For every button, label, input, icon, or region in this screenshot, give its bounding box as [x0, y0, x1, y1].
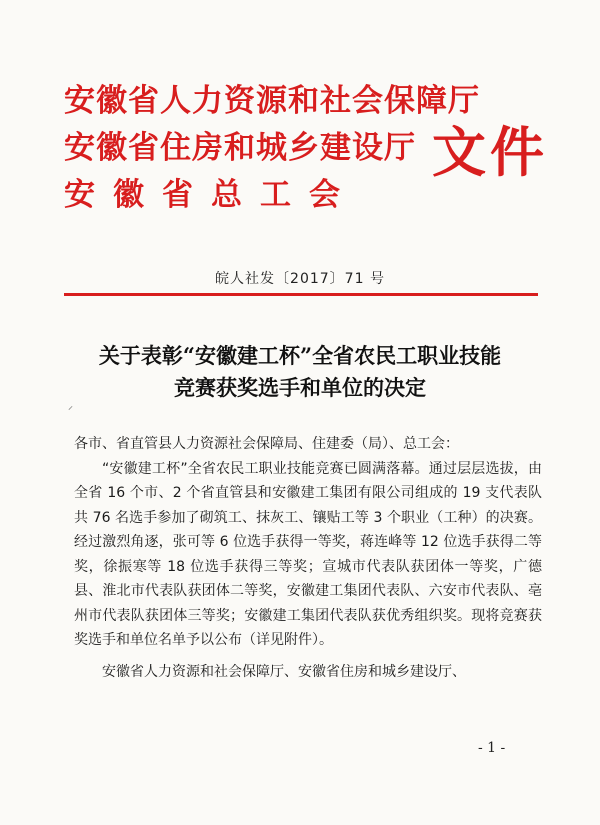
document-title — [0, 340, 600, 404]
salutation: 各市、省直管县人力资源社会保障局、住建委（局）、总工会： — [74, 436, 459, 452]
stray-pen-mark: ⸝ — [68, 401, 73, 412]
issuer-housing: 安徽省住房和城乡建设厅 — [64, 130, 416, 166]
title-line-2: 竞赛获奖选手和单位的决定 — [174, 375, 426, 400]
issuer-trade-union: 安徽省总工会 — [64, 177, 358, 213]
red-header-rule — [64, 293, 538, 296]
issuing-authorities — [64, 78, 480, 219]
issuer-hrss: 安徽省人力资源和社会保障厅 — [64, 83, 480, 119]
body-paragraph-2: 安徽省人力资源和社会保障厅、安徽省住房和城乡建设厅、 — [102, 663, 466, 680]
title-line-1: 关于表彰“安徽建工杯”全省农民工职业技能 — [98, 343, 502, 368]
body-paragraph-1: “安徽建工杯”全省农民工职业技能竞赛已圆满落幕。通过层层选拔，由全省 16 个市、2 个省直管县和安徽建工集团有限公司组成的 19 支代表队共 76 名选手参加了砌筑工、抹灰工、镶贴工等 3 个职业（工种）的决赛。经过激烈角逐，张可等 6 位选手获得一等奖，蒋连峰等 12 位选手获得二等奖，徐振寒等 18 位选手获得三等奖；宣城市代表队获团体一等奖，广德县、淮北市代表队获团体二等奖，安徽建工集团代表队、六安市代表队、亳州市代表队获团体三等奖；安徽建工集团代表队获优秀组织奖。现将竞赛获奖选手和单位名单予以公布（详见附件）。 — [74, 460, 542, 648]
document-number: 皖人社发〔2017〕71 号 — [215, 271, 385, 287]
document-header-word: 文件 — [432, 120, 548, 184]
document-body — [74, 432, 542, 684]
page-number: - 1 - — [478, 740, 506, 756]
